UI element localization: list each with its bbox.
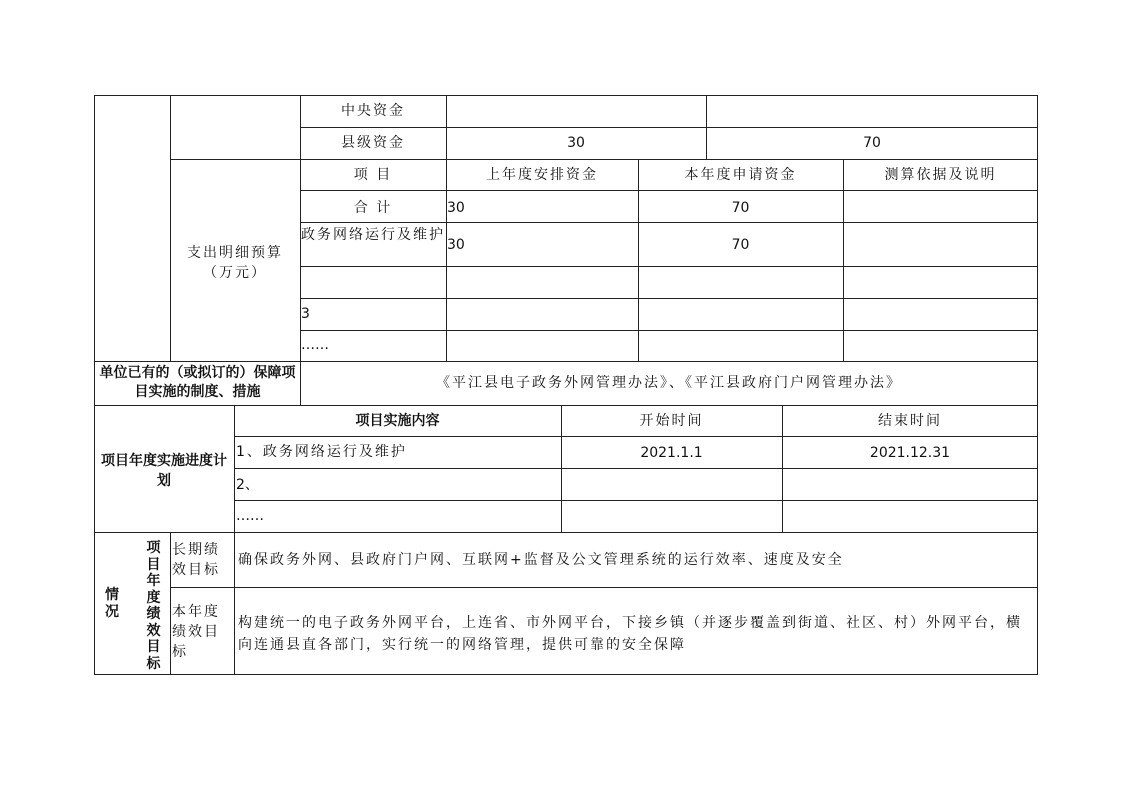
rule — [638, 159, 639, 361]
county-funds-label: 县级资金 — [341, 135, 405, 151]
expense-total-curr: 70 — [731, 200, 750, 216]
rule — [170, 95, 171, 361]
rule — [94, 361, 1038, 362]
rule — [300, 222, 1038, 223]
rule — [234, 468, 1038, 469]
expense-header-prev: 上年度安排资金 — [486, 167, 598, 183]
rule — [234, 436, 1038, 437]
central-funds-label: 中央资金 — [341, 103, 405, 119]
rule — [300, 330, 1038, 331]
rule — [300, 190, 1038, 191]
rule — [300, 266, 1038, 267]
schedule-row-start: 2021.1.1 — [640, 445, 703, 461]
annual-goal-text: 构建统一的电子政务外网平台，上连省、市外网平台，下接乡镇（并逐步覆盖到街道、社区、村）外网平台，横向连通县直各部门，实行统一的网络管理，提供可靠的安全保障 — [238, 615, 1022, 653]
county-funds-curr: 70 — [863, 135, 881, 151]
performance-group-label: 项目年度绩效目标 — [146, 540, 161, 672]
schedule-row-content: 2、 — [236, 477, 259, 493]
expense-row-item: …… — [301, 337, 329, 353]
schedule-label: 项目年度实施进度计划 — [101, 453, 227, 489]
expense-section-label: 支出明细预算（万元） — [187, 245, 283, 281]
performance-outer-label: 情况 — [105, 587, 119, 620]
rule — [170, 532, 171, 675]
expense-header-note: 测算依据及说明 — [884, 167, 997, 183]
county-funds-prev: 30 — [567, 135, 585, 151]
rule — [234, 500, 1038, 501]
expense-total-prev: 30 — [447, 200, 465, 216]
guarantee-content: 《平江县电子政务外网管理办法》、《平江县政府门户网管理办法》 — [436, 375, 902, 391]
schedule-header-end: 结束时间 — [878, 413, 942, 429]
rule — [300, 127, 1038, 128]
long-term-goal-label: 长期绩效目标 — [172, 542, 220, 578]
expense-header-curr: 本年度申请资金 — [684, 167, 797, 183]
rule — [94, 405, 1038, 406]
annual-goal-label: 本年度绩效目标 — [172, 604, 220, 660]
expense-row-curr: 70 — [731, 237, 750, 253]
schedule-header-start: 开始时间 — [639, 413, 704, 429]
rule — [300, 298, 1038, 299]
expense-row-item: 3 — [301, 306, 310, 322]
schedule-row-content: 1、政务网络运行及维护 — [236, 444, 407, 460]
expense-total-label: 合 计 — [353, 200, 393, 216]
expense-row-prev: 30 — [447, 237, 465, 253]
expense-header-item: 项 目 — [353, 167, 393, 183]
rule — [170, 587, 1038, 588]
guarantee-label: 单位已有的（或拟订的）保障项目实施的制度、措施 — [99, 365, 296, 400]
long-term-goal-text: 确保政务外网、县政府门户网、互联网+监督及公文管理系统的运行效率、速度及安全 — [238, 552, 844, 568]
expense-row-item: 政务网络运行及维护 — [301, 227, 445, 243]
schedule-row-content: …… — [236, 508, 264, 524]
rule — [843, 159, 844, 361]
rule — [94, 532, 1038, 533]
rule — [234, 405, 235, 675]
schedule-row-end: 2021.12.31 — [869, 445, 951, 461]
schedule-header-content: 项目实施内容 — [355, 413, 440, 429]
